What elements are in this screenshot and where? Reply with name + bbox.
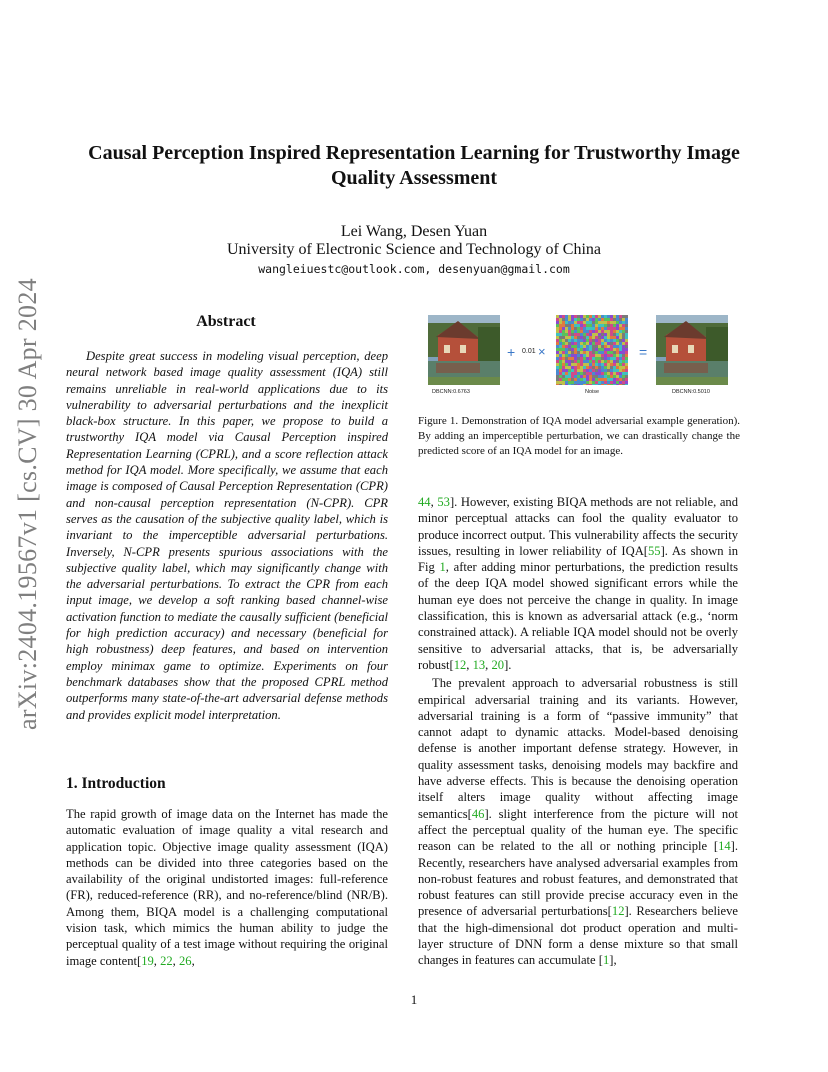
citation-link[interactable]: 26 — [178, 953, 192, 968]
adversarial-image — [656, 315, 728, 385]
citation-link[interactable]: 22 — [160, 953, 173, 968]
abstract-heading: Abstract — [196, 313, 256, 330]
adversarial-score-label: DBCNN:0.5010 — [672, 389, 710, 395]
epsilon-value: 0.01 — [522, 348, 536, 355]
paragraph-continuation: 44, 53]. However, existing BIQA methods are not reliable, and minor perceptual attacks can fool the quality evaluator to produce incorrect output. This vulnerability affects the security issues, resulting in lower reliability of IQA[55]. As shown in Fig 1, after adding minor perturbations, the prediction results of the deep IQA model showed significant errors while the human eye does not perceive the change in quality. In image classification, this is known as adversarial attack (e.g., ‘norm constrained attack). A reliable IQA model should not be overly sensitive to adversarial attacks, that is, be adversarially robust[12, 13, 20]. — [418, 495, 739, 672]
paragraph-text: ]. Researchers believe that the high-dimensional dot product operation and multi-layer structure of DNN form a dense mixture so that small changes in features can accumulate [ — [418, 904, 738, 968]
paragraph-adversarial-robustness — [418, 675, 738, 968]
citation-link[interactable]: 19 — [141, 953, 154, 968]
paragraph-text: ]. slight interference from the picture will not affect the perceptual quality of the human eye. The specific reason can be related to the all or nothing principle [ — [418, 806, 738, 854]
paragraph-text: ]. Recently, researchers have analysed adversarial examples from non-robust features and robust features, and demonstrated that robust features can still provide precise accuracy even in the presence of adversarial perturbations[ — [418, 839, 738, 919]
paper-title: Causal Perception Inspired Representation Learning for Trustworthy Image Quality Assessment — [88, 142, 740, 189]
citation-link[interactable]: 53 — [437, 495, 450, 509]
right-column — [418, 494, 738, 969]
paper-affiliation: University of Electronic Science and Technology of China — [226, 241, 602, 258]
citation-link[interactable]: 20 — [491, 657, 505, 672]
citation-link[interactable]: 14 — [718, 839, 731, 854]
intro-text: The rapid growth of image data on the Internet has made the automatic evaluation of image quality a vital research and application topic. Objective image quality assessment (IQA) methods can be divided into three categories based on the availability of the original undistorted images: full-reference (FR), reduced-reference (RR), and no-reference/blind (NR/B). Among them, BIQA model is a challenging computational vision task, which mimics the human ability to judge the perceptual quality of a test image without requiring the original image content[ — [66, 807, 388, 968]
equals-icon: = — [639, 344, 648, 360]
citation-link[interactable]: 12 — [453, 657, 467, 672]
paragraph-text: ], — [609, 953, 617, 968]
paragraph-text: ]. However, existing BIQA methods are not reliable, and minor perceptual attacks can fool the quality evaluator to produce incorrect output. This vulnerability affects the security issues, resulting in lower reliability of IQA[ — [418, 495, 739, 558]
citation-link[interactable]: 13 — [472, 657, 486, 672]
original-score-label: DBCNN:0.6763 — [432, 389, 470, 395]
times-icon: × — [538, 344, 546, 359]
citation-link[interactable]: 44 — [418, 495, 431, 509]
author-emails[interactable]: wangleiuestc@outlook.com, desenyuan@gmail.com — [258, 262, 570, 276]
citation-link[interactable]: 1 — [602, 953, 610, 968]
noise-label: Noise — [585, 389, 600, 395]
citation-link[interactable]: 12 — [611, 904, 625, 919]
abstract-text: Despite great success in modeling visual perception, deep neural network based image quality assessment (IQA) still remains unreliable in real-world applications due to its vulnerability to adversarial perturbations and the inexplicit black-box structure. In this paper, we propose to build a trustworthy IQA model via Causal Perception inspired Representation Learning (CPRL), and a score reflection attack method for IQA model. More specifically, we assume that each image is composed of Causal Perception Representation (CPR) and non-causal perception representation (N-CPR). CPR serves as the causation of the subjective quality label, which is invariant to the imperceptible adversarial perturbations. Inversely, N-CPR presents spurious associations with the subjective quality label, which may significantly change with the adversarial perturbations. To extract the CPR from each input image, we develop a soft ranking based channel-wise activation function to mediate the causally sufficient (beneficial for high prediction accuracy) and necessary (beneficial for high robustness) deep features, and based on intervention employ minimax game to optimize. Experiments on four benchmark databases show that the proposed CPRL method outperforms many state-of-the-art adversarial defense methods and provides explicit model interpretation. — [66, 349, 388, 722]
introduction-heading: 1. Introduction — [66, 775, 166, 792]
figure-1 — [418, 310, 740, 408]
paragraph-text: , after adding minor perturbations, the prediction results of the deep IQA model showed significant errors while the human eye does not perceive the change in quality. In image classification, this is known as adversarial attack (e.g., ‘norm constrained attack). A reliable IQA model should not be overly sensitive to adversarial attacks, that is, be adversarially robust[ — [418, 560, 738, 672]
figure-reference-link[interactable]: 1 — [439, 560, 446, 575]
paper-authors: Lei Wang, Desen Yuan — [340, 223, 488, 240]
figure-caption: Figure 1. Demonstration of IQA model adversarial example generation). By adding an imperceptible perturbation, we can drastically change the predicted score of an IQA model for an image. — [418, 415, 740, 457]
original-image — [428, 315, 500, 385]
citation-link[interactable]: 46 — [471, 806, 485, 821]
plus-icon: + — [507, 344, 516, 360]
citation-link[interactable]: 55 — [647, 543, 661, 558]
paragraph-text: ]. As shown in Fig — [418, 543, 738, 575]
arxiv-stamp: arXiv:2404.19567v1 [cs.CV] 30 Apr 2024 — [13, 278, 42, 730]
intro-paragraph: The rapid growth of image data on the Internet has made the automatic evaluation of image quality a vital research and application topic. Objective image quality assessment (IQA) methods can be divided into three categories based on the availability of the original undistorted images: full-reference (FR), reduced-reference (RR), and no-reference/blind (NR/B). Among them, BIQA model is a challenging computational vision task, which mimics the human ability to judge the perceptual quality of a test image without requiring the original image content[19, 22, 26, — [66, 807, 388, 968]
noise-image — [556, 315, 628, 385]
paragraph-text: ]. — [504, 657, 512, 672]
paragraph-text: The prevalent approach to adversarial robustness is still empirical adversarial training and its variants. However, adversarial training is a form of “passive immunity” that cannot adapt to dynamic attacks. Model-based denoising defense is another important defense strategy. However, in quality assessment tasks, denoising models may backfire and have adverse effects. This is because the denoising operation itself alters image quality without affecting image semantics[ — [418, 676, 738, 821]
page-number: 1 — [410, 992, 418, 1007]
